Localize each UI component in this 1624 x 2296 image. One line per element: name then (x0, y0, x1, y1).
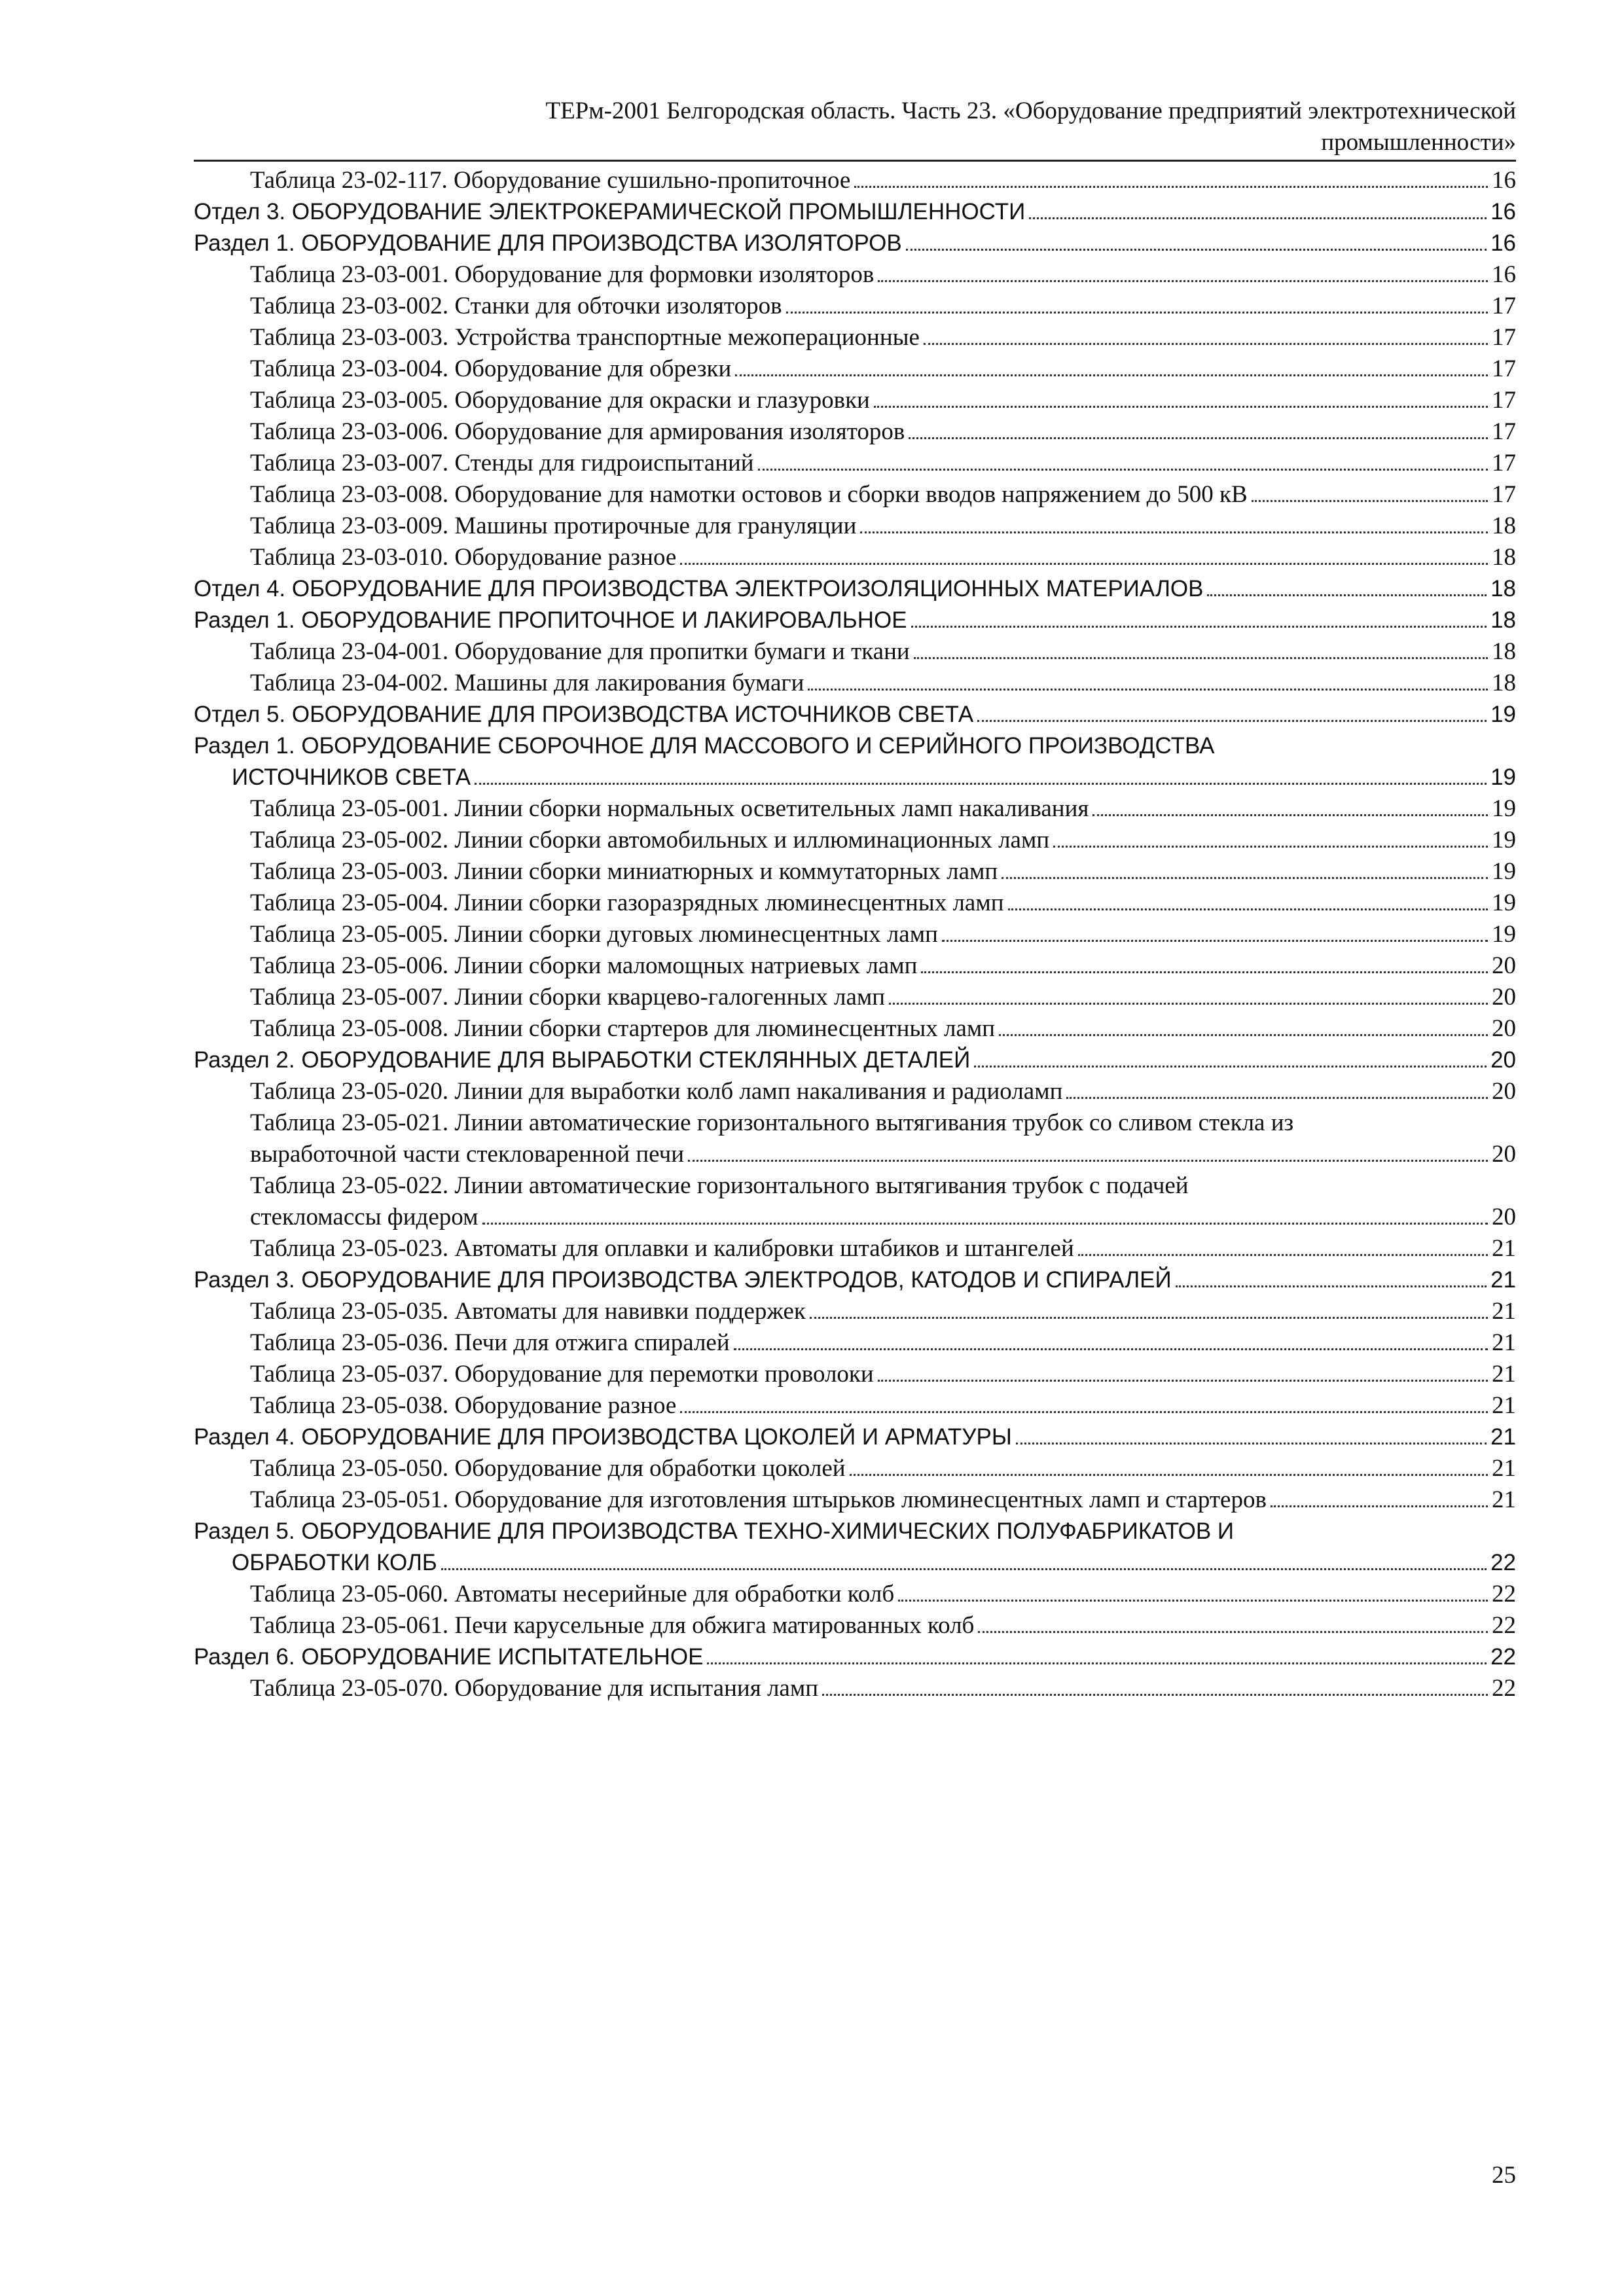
toc-table-entry[interactable] (194, 479, 1516, 511)
dot-leader (914, 657, 1488, 659)
toc-entry-page: 22 (1492, 1675, 1516, 1702)
dot-leader (850, 1474, 1488, 1476)
dot-leader (978, 1631, 1488, 1633)
toc-entry-title-line: Таблица 23-05-005. Линии сборки дуговых люминесцентных ламп (250, 921, 938, 948)
toc-entry-title-line: Таблица 23-05-023. Автоматы для оплавки и калибровки штабиков и штангелей (250, 1235, 1074, 1262)
dot-leader (707, 1662, 1487, 1664)
toc-entry-page: 18 (1492, 638, 1516, 665)
dot-leader (1053, 846, 1488, 848)
toc-entry-title-line: стекломассы фидером (250, 1204, 478, 1230)
toc-table-entry[interactable] (194, 1673, 1516, 1704)
toc-table-entry[interactable] (194, 1076, 1516, 1107)
toc-entry-page: 22 (1492, 1612, 1516, 1639)
toc-entry-title-line: выработочной части стекловаренной печи (250, 1141, 685, 1168)
toc-table-entry[interactable] (194, 385, 1516, 416)
toc-table-entry[interactable] (194, 1484, 1516, 1516)
toc-section-entry[interactable] (194, 573, 1516, 605)
dot-leader (860, 531, 1488, 533)
dot-leader (1016, 1443, 1487, 1444)
toc-table-entry[interactable] (194, 448, 1516, 479)
toc-entry-title-line: Таблица 23-05-061. Печи карусельные для обжига матированных колб (250, 1612, 975, 1639)
toc-table-entry[interactable] (194, 322, 1516, 353)
toc-table-entry[interactable] (194, 1453, 1516, 1484)
dot-leader (1252, 500, 1488, 502)
toc-entry-page: 19 (1492, 858, 1516, 885)
dot-leader (735, 374, 1488, 376)
dot-leader (878, 1380, 1488, 1382)
toc-entry-title-line: Таблица 23-05-001. Линии сборки нормальных осветительных ламп накаливания (250, 795, 1089, 822)
dot-leader (898, 1600, 1488, 1602)
toc-entry-page: 20 (1492, 1204, 1516, 1230)
dot-leader (977, 720, 1487, 722)
toc-entry-page: 16 (1492, 167, 1516, 194)
toc-section-entry[interactable] (194, 1641, 1516, 1673)
toc-entry-page: 16 (1490, 199, 1516, 224)
running-header-line-1: ТЕРм-2001 Белгородская область. Часть 23. «Оборудование предприятий электротехнической (545, 98, 1516, 124)
toc-table-entry[interactable] (194, 1327, 1516, 1359)
toc-entry-title-line: Таблица 23-05-051. Оборудование для изготовления штырьков люминесцентных ламп и стартеров (250, 1486, 1267, 1513)
table-of-contents (194, 165, 1516, 1704)
toc-table-entry[interactable] (194, 1296, 1516, 1327)
toc-entry-title-line: ИСТОЧНИКОВ СВЕТА (232, 764, 471, 790)
toc-entry-page: 19 (1492, 889, 1516, 916)
toc-entry-title-line: Таблица 23-05-021. Линии автоматические горизонтального вытягивания трубок со сливом стекла из (250, 1109, 1294, 1136)
toc-entry-page: 17 (1492, 450, 1516, 476)
toc-entry-page: 18 (1492, 512, 1516, 539)
dot-leader (942, 940, 1488, 942)
toc-entry-title-line: Раздел 6. ОБОРУДОВАНИЕ ИСПЫТАТЕЛЬНОЕ (194, 1644, 704, 1670)
toc-table-entry[interactable] (194, 825, 1516, 856)
dot-leader (1271, 1505, 1488, 1507)
toc-section-entry[interactable] (194, 1045, 1516, 1076)
toc-entry-title-line: Таблица 23-03-006. Оборудование для армирования изоляторов (250, 418, 905, 445)
toc-entry-page: 19 (1490, 764, 1516, 790)
toc-entry-title-line: Отдел 5. ОБОРУДОВАНИЕ ДЛЯ ПРОИЗВОДСТВА ИСТОЧНИКОВ СВЕТА (194, 702, 974, 727)
toc-entry-title-line: Раздел 1. ОБОРУДОВАНИЕ ДЛЯ ПРОИЗВОДСТВА ИЗОЛЯТОРОВ (194, 230, 902, 256)
dot-leader (924, 343, 1488, 345)
toc-entry-title-line: Таблица 23-03-001. Оборудование для формовки изоляторов (250, 261, 875, 288)
toc-table-entry[interactable] (194, 668, 1516, 699)
toc-entry-page: 21 (1490, 1424, 1516, 1450)
dot-leader (1176, 1285, 1487, 1287)
header-rule (194, 160, 1516, 162)
toc-entry-page: 17 (1492, 293, 1516, 319)
toc-entry-title-line: Таблица 23-03-004. Оборудование для обрезки (250, 355, 732, 382)
toc-entry-page: 17 (1492, 387, 1516, 414)
toc-section-entry[interactable] (194, 730, 1516, 793)
toc-entry-page: 17 (1492, 324, 1516, 351)
toc-table-entry[interactable] (194, 1013, 1516, 1045)
dot-leader (1078, 1254, 1488, 1256)
toc-section-entry[interactable] (194, 228, 1516, 259)
dot-leader (1029, 217, 1487, 219)
dot-leader (822, 1694, 1488, 1696)
toc-entry-page: 20 (1492, 952, 1516, 979)
toc-entry-title-line: Таблица 23-03-010. Оборудование разное (250, 544, 677, 571)
dot-leader (758, 469, 1488, 471)
toc-entry-title-line: Таблица 23-05-007. Линии сборки кварцево-галогенных ламп (250, 984, 886, 1011)
toc-entry-title-line: Таблица 23-03-008. Оборудование для намотки остовов и сборки вводов напряжением до 500 кВ (250, 481, 1248, 508)
dot-leader (878, 280, 1488, 282)
dot-leader (906, 249, 1487, 251)
toc-entry-page: 20 (1492, 1015, 1516, 1042)
toc-entry-page: 20 (1492, 984, 1516, 1011)
toc-section-entry[interactable] (194, 1422, 1516, 1453)
toc-table-entry[interactable] (194, 165, 1516, 196)
toc-entry-page: 17 (1492, 418, 1516, 445)
toc-section-entry[interactable] (194, 605, 1516, 636)
dot-leader (921, 971, 1488, 973)
toc-entry-page: 21 (1492, 1455, 1516, 1482)
toc-entry-title-line: Таблица 23-03-007. Стенды для гидроиспытаний (250, 450, 754, 476)
toc-entry-title-line: Отдел 3. ОБОРУДОВАНИЕ ЭЛЕКТРОКЕРАМИЧЕСКОЙ ПРОМЫШЛЕННОСТИ (194, 199, 1026, 224)
toc-entry-title-line: Таблица 23-05-006. Линии сборки маломощных натриевых ламп (250, 952, 918, 979)
toc-entry-title-line: Таблица 23-04-002. Машины для лакирования бумаги (250, 670, 804, 696)
dot-leader (734, 1348, 1488, 1350)
toc-entry-title-line: Таблица 23-05-037. Оборудование для перемотки проволоки (250, 1361, 874, 1388)
toc-entry-title-line: Таблица 23-05-060. Автоматы несерийные для обработки колб (250, 1581, 895, 1607)
toc-entry-title-line: Таблица 23-05-020. Линии для выработки колб ламп накаливания и радиоламп (250, 1078, 1063, 1105)
dot-leader (1092, 814, 1488, 816)
toc-entry-page: 20 (1492, 1078, 1516, 1105)
toc-table-entry[interactable] (194, 982, 1516, 1013)
toc-table-entry[interactable] (194, 793, 1516, 825)
dot-leader (1008, 908, 1488, 910)
toc-entry-title-line: ОБРАБОТКИ КОЛБ (232, 1550, 437, 1575)
dot-leader (854, 186, 1488, 188)
toc-entry-title-line: Таблица 23-04-001. Оборудование для пропитки бумаги и ткани (250, 638, 910, 665)
toc-entry-title-line: Раздел 3. ОБОРУДОВАНИЕ ДЛЯ ПРОИЗВОДСТВА ЭЛЕКТРОДОВ, КАТОДОВ И СПИРАЛЕЙ (194, 1267, 1172, 1293)
toc-table-entry[interactable] (194, 856, 1516, 888)
toc-entry-title-line: Таблица 23-03-003. Устройства транспортные межоперационные (250, 324, 920, 351)
toc-entry-page: 17 (1492, 355, 1516, 382)
toc-entry-page: 21 (1492, 1392, 1516, 1419)
dot-leader (688, 1160, 1488, 1162)
toc-table-entry[interactable] (194, 1579, 1516, 1610)
toc-table-entry[interactable] (194, 542, 1516, 573)
toc-entry-page: 21 (1492, 1235, 1516, 1262)
toc-table-entry[interactable] (194, 291, 1516, 322)
toc-entry-title-line: Раздел 2. ОБОРУДОВАНИЕ ДЛЯ ВЫРАБОТКИ СТЕКЛЯННЫХ ДЕТАЛЕЙ (194, 1047, 971, 1073)
toc-table-entry[interactable] (194, 511, 1516, 542)
toc-section-entry[interactable] (194, 1516, 1516, 1579)
dot-leader (1001, 877, 1488, 879)
toc-entry-page: 19 (1492, 795, 1516, 822)
toc-entry-title-line: Раздел 5. ОБОРУДОВАНИЕ ДЛЯ ПРОИЗВОДСТВА ТЕХНО-ХИМИЧЕСКИХ ПОЛУФАБРИКАТОВ И (194, 1518, 1235, 1544)
dot-leader (810, 1317, 1488, 1319)
toc-table-entry[interactable] (194, 636, 1516, 668)
toc-entry-page: 22 (1490, 1550, 1516, 1575)
dot-leader (441, 1568, 1487, 1570)
dot-leader (909, 437, 1488, 439)
toc-entry-page: 16 (1490, 230, 1516, 256)
toc-entry-title-line: Таблица 23-05-038. Оборудование разное (250, 1392, 677, 1419)
toc-entry-title-line: Таблица 23-05-003. Линии сборки миниатюрных и коммутаторных ламп (250, 858, 998, 885)
dot-leader (999, 1034, 1488, 1036)
toc-section-entry[interactable] (194, 1265, 1516, 1296)
toc-entry-page: 18 (1492, 544, 1516, 571)
toc-table-entry[interactable] (194, 1390, 1516, 1422)
toc-entry-title-line: Таблица 23-03-005. Оборудование для окраски и глазуровки (250, 387, 870, 414)
toc-entry-title-line: Таблица 23-05-036. Печи для отжига спиралей (250, 1329, 730, 1356)
toc-table-entry[interactable] (194, 353, 1516, 385)
toc-entry-title-line: Таблица 23-02-117. Оборудование сушильно-пропиточное (250, 167, 851, 194)
dot-leader (680, 1411, 1488, 1413)
toc-entry-title-line: Таблица 23-05-070. Оборудование для испытания ламп (250, 1675, 819, 1702)
toc-entry-title-line: Таблица 23-03-009. Машины протирочные для грануляции (250, 512, 857, 539)
toc-entry-title-line: Таблица 23-05-002. Линии сборки автомобильных и иллюминационных ламп (250, 827, 1050, 853)
toc-entry-page: 17 (1492, 481, 1516, 508)
toc-entry-title-line: Таблица 23-05-035. Автоматы для навивки поддержек (250, 1298, 806, 1325)
dot-leader (786, 312, 1488, 314)
dot-leader (482, 1223, 1488, 1225)
toc-table-entry[interactable] (194, 919, 1516, 950)
toc-entry-title-line: Таблица 23-05-004. Линии сборки газоразрядных люминесцентных ламп (250, 889, 1004, 916)
toc-entry-title-line: Таблица 23-05-022. Линии автоматические горизонтального вытягивания трубок с подачей (250, 1172, 1189, 1199)
toc-entry-title-line: Раздел 1. ОБОРУДОВАНИЕ СБОРОЧНОЕ ДЛЯ МАССОВОГО И СЕРИЙНОГО ПРОИЗВОДСТВА (194, 733, 1215, 759)
toc-entry-page: 22 (1492, 1581, 1516, 1607)
dot-leader (1066, 1097, 1488, 1099)
toc-entry-title-line: Таблица 23-03-002. Станки для обточки изоляторов (250, 293, 782, 319)
dot-leader (974, 1066, 1487, 1067)
running-header-line-2: промышленности» (1321, 129, 1516, 156)
toc-entry-page: 21 (1492, 1329, 1516, 1356)
toc-entry-page: 19 (1490, 702, 1516, 727)
toc-table-entry[interactable] (194, 1359, 1516, 1390)
toc-table-entry[interactable] (194, 888, 1516, 919)
toc-entry-page: 18 (1492, 670, 1516, 696)
toc-table-entry[interactable] (194, 1170, 1516, 1233)
toc-entry-page: 18 (1490, 576, 1516, 601)
toc-entry-page: 21 (1492, 1486, 1516, 1513)
toc-entry-page: 18 (1490, 607, 1516, 633)
toc-entry-page: 22 (1490, 1644, 1516, 1670)
toc-table-entry[interactable] (194, 1610, 1516, 1641)
dot-leader (911, 626, 1487, 628)
toc-table-entry[interactable] (194, 1233, 1516, 1265)
toc-table-entry[interactable] (194, 1107, 1516, 1170)
dot-leader (1207, 594, 1487, 596)
toc-entry-title-line: Раздел 4. ОБОРУДОВАНИЕ ДЛЯ ПРОИЗВОДСТВА ЦОКОЛЕЙ И АРМАТУРЫ (194, 1424, 1012, 1450)
dot-leader (475, 783, 1487, 785)
toc-entry-page: 21 (1492, 1298, 1516, 1325)
toc-entry-page: 21 (1490, 1267, 1516, 1293)
page-number: 25 (1492, 2162, 1516, 2189)
toc-table-entry[interactable] (194, 416, 1516, 448)
toc-table-entry[interactable] (194, 950, 1516, 982)
toc-entry-title-line: Таблица 23-05-008. Линии сборки стартеров для люминесцентных ламп (250, 1015, 996, 1042)
dot-leader (874, 406, 1488, 408)
toc-entry-title-line: Таблица 23-05-050. Оборудование для обработки цоколей (250, 1455, 846, 1482)
dot-leader (808, 689, 1488, 691)
dot-leader (889, 1003, 1488, 1005)
toc-section-entry[interactable] (194, 699, 1516, 730)
toc-entry-page: 19 (1492, 921, 1516, 948)
toc-entry-page: 19 (1492, 827, 1516, 853)
toc-entry-page: 16 (1492, 261, 1516, 288)
toc-table-entry[interactable] (194, 259, 1516, 291)
dot-leader (680, 563, 1488, 565)
toc-entry-page: 21 (1492, 1361, 1516, 1388)
toc-section-entry[interactable] (194, 196, 1516, 228)
toc-entry-page: 20 (1490, 1047, 1516, 1073)
toc-entry-page: 20 (1492, 1141, 1516, 1168)
toc-entry-title-line: Отдел 4. ОБОРУДОВАНИЕ ДЛЯ ПРОИЗВОДСТВА ЭЛЕКТРОИЗОЛЯЦИОННЫХ МАТЕРИАЛОВ (194, 576, 1204, 601)
toc-entry-title-line: Раздел 1. ОБОРУДОВАНИЕ ПРОПИТОЧНОЕ И ЛАКИРОВАЛЬНОЕ (194, 607, 907, 633)
running-header (194, 96, 1516, 158)
